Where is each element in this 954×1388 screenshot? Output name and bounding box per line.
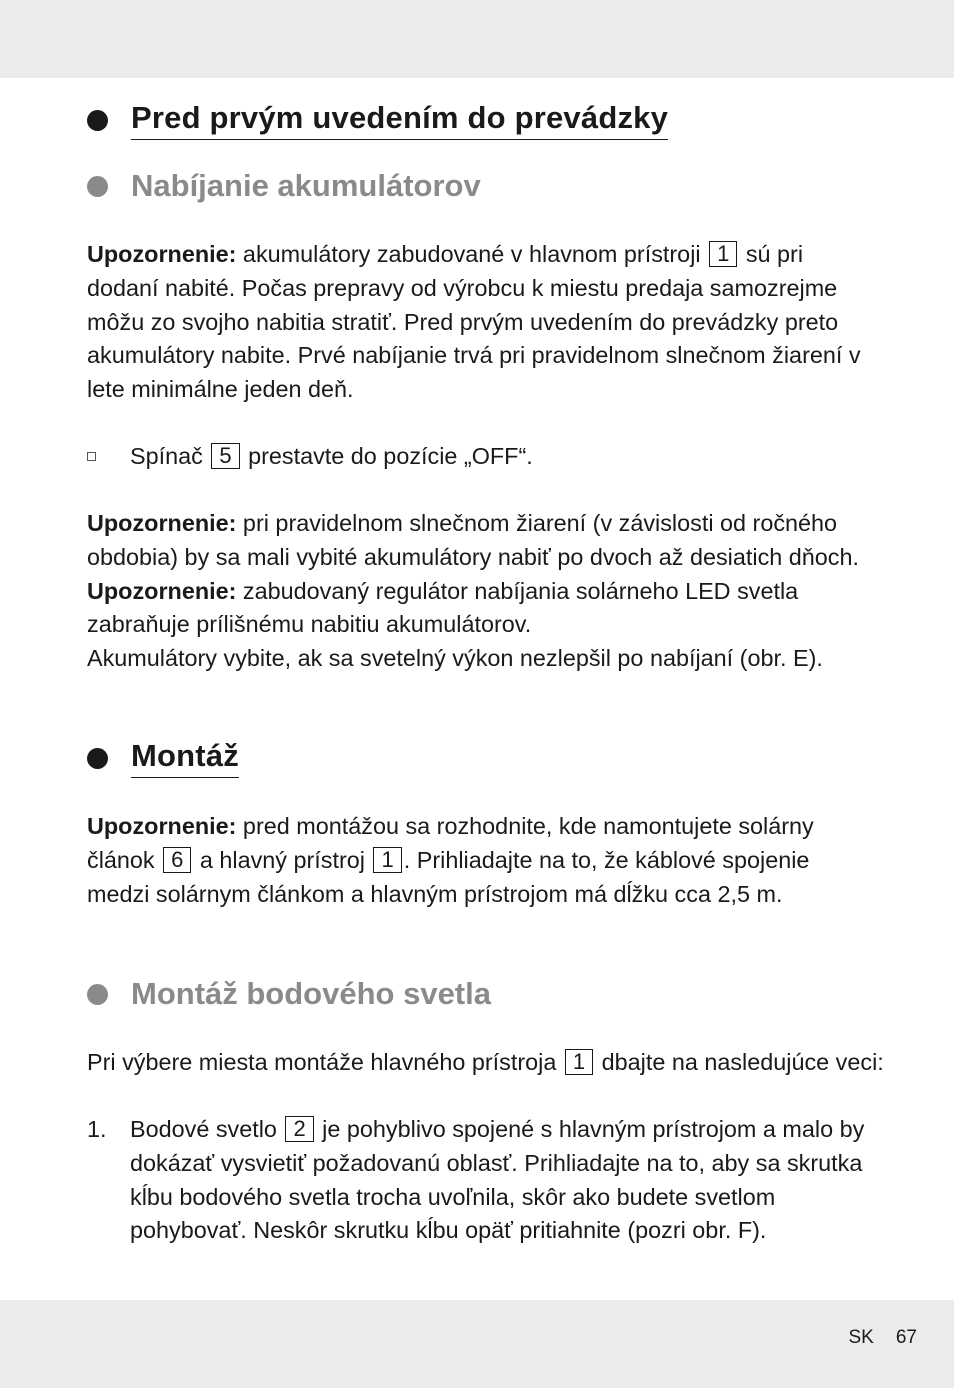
- note-label: Upozornenie:: [87, 241, 237, 267]
- language-code: SK: [848, 1327, 874, 1348]
- bullet-dot-icon: [87, 748, 108, 769]
- note-paragraph-charging-time: [87, 507, 877, 676]
- part-reference-box: 1: [709, 241, 737, 267]
- subheading-spotlight-mounting: [87, 976, 491, 1012]
- subheading-title: Nabíjanie akumulátorov: [131, 168, 481, 203]
- part-reference-box: 1: [565, 1049, 593, 1075]
- subheading-charging: [87, 168, 481, 204]
- note-text: . Prihliadajte na to, že káblové spojenie medzi solárnym článkom a hlavným prístrojom má dĺžku cca 2,5 m.: [87, 846, 810, 907]
- note-label: Upozornenie:: [87, 577, 237, 604]
- note-paragraph-mounting: [87, 810, 877, 911]
- bullet-dot-icon: [87, 176, 108, 197]
- footer-band: [0, 1300, 954, 1388]
- list-number: 1.: [87, 1116, 107, 1142]
- note-text: pred montážou sa rozhodnite, kde namontujete solárny článok: [87, 813, 814, 873]
- heading-title: Montáž: [131, 738, 239, 778]
- note-label: Upozornenie:: [87, 813, 237, 839]
- page-number: 67: [895, 1327, 917, 1348]
- note-text: pri pravidelnom slnečnom žiarení (v závislosti od ročného obdobia) by sa mali vybité akumulátory nabiť po dvoch až desiatich dňoch.: [87, 510, 860, 570]
- note-label: Upozornenie:: [87, 510, 237, 536]
- part-reference-box: 5: [211, 443, 239, 469]
- note-text: zabudovaný regulátor nabíjania solárneho LED svetla zabraňuje prílišnému nabitiu akumulátorov.: [87, 577, 799, 638]
- note-text: sú pri dodaní nabité. Počas prepravy od výrobcu k miestu predaja samozrejme môžu zo svojho nabitia stratiť. Pred prvým uvedením do prevádzky preto akumulátory nabite. Prvé nabíjanie trvá pri pravidelnom slnečnom žiarení v lete minimálne jeden deň.: [87, 241, 861, 403]
- header-band: [0, 0, 954, 78]
- part-reference-box: 2: [285, 1116, 313, 1142]
- heading-title: Pred prvým uvedením do prevádzky: [131, 100, 668, 140]
- checkbox-square-icon: [87, 452, 96, 461]
- step-text: Spínač 5 prestavte do pozície „OFF“.: [130, 443, 533, 469]
- part-reference-box: 6: [163, 847, 191, 873]
- note-text: a hlavný prístroj: [193, 846, 372, 873]
- part-reference-box: 1: [373, 847, 401, 873]
- note-paragraph-preloaded: [87, 238, 877, 407]
- bullet-dot-icon: [87, 110, 108, 131]
- note-text: Akumulátory vybite, ak sa svetelný výkon nezlepšil po nabíjaní (obr. E).: [87, 645, 823, 672]
- subheading-title: Montáž bodového svetla: [131, 976, 491, 1011]
- intro-paragraph: Pri výbere miesta montáže hlavného prístroja 1 dbajte na nasledujúce veci:: [87, 1049, 884, 1075]
- note-text: akumulátory zabudované v hlavnom prístroji: [236, 241, 708, 267]
- page-footer: [827, 1327, 918, 1349]
- bullet-dot-icon: [87, 984, 108, 1005]
- section-heading-mounting: [87, 738, 239, 778]
- list-item-text: Bodové svetlo 2 je pohyblivo spojené s hlavným prístrojom a malo by dokázať vysvietiť požadovanú oblasť. Prihliadajte na to, aby sa skrutka kĺbu bodového svetla trocha uvoľnila, skôr ako budete svetlom pohybovať. Neskôr skrutku kĺbu opäť pritiahnite (pozri obr. F).: [130, 1116, 865, 1244]
- section-heading-first-use: [87, 100, 668, 140]
